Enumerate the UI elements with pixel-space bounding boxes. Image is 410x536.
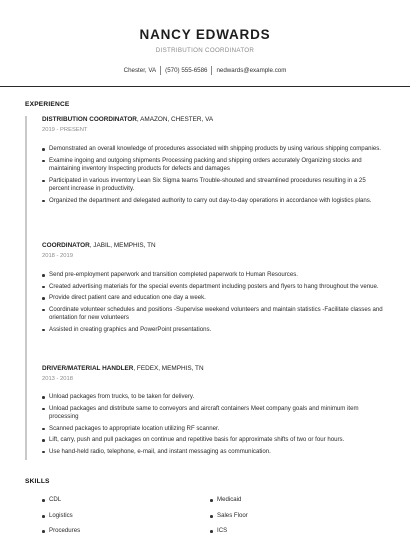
resume-header [0,0,410,75]
list-item: Assisted in creating graphics and PowerPoint presentations. [42,326,387,335]
candidate-name: NANCY EDWARDS [139,27,271,42]
skills-heading: SKILLS [25,478,50,485]
job-dates: 2013 - 2018 [42,376,73,382]
skill-item: ICS [210,527,227,536]
list-item: Organized the department and delegated authority to carry out day-to-day operations in accordance with logistics plans. [42,197,387,206]
job-role: DRIVER/MATERIAL HANDLER [42,365,134,372]
contact-separator [160,66,161,75]
list-item: Unload packages and distribute same to conveyors and aircraft containers Meet company goals and minimum item processing [42,405,387,422]
contact-phone: (570) 555-6586 [165,67,208,74]
list-item: Send pre-employment paperwork and transition completed paperwork to Human Resources. [42,271,387,280]
list-item: Coordinate volunteer schedules and positions -Supervise weekend volunteers and maintain statistics -Facilitate classes and orientation for new volunteers [42,306,387,323]
list-item: Created advertising materials for the special events department including posters and flyers to hang throughout the venue. [42,283,387,292]
job-heading [42,365,387,372]
job-dates: 2019 - PRESENT [42,127,88,133]
experience-timeline-line [25,116,27,460]
experience-heading: EXPERIENCE [25,101,70,108]
contact-separator [211,66,212,75]
list-item: Provide direct patient care and education one day a week. [42,294,387,303]
contact-email: nedwards@example.com [216,67,287,74]
list-item: Examine ingoing and outgoing shipments Processing packing and shipping orders accurately Organizing stocks and maintaining inventory Inspecting products for defects and damages [42,157,387,174]
job-company: , AMAZON, CHESTER, VA [136,116,214,123]
list-item: Participated in various inventory Lean Six Sigma teams Trouble-shouted and streamlined procedures resulting in a 25 percent increase in productivity. [42,177,387,194]
job-role: COORDINATOR [42,242,90,249]
list-item: Scanned packages to appropriate location utilizing RF scanner. [42,425,387,434]
skill-item: Sales Floor [210,512,248,521]
skill-item: Procedures [42,527,80,536]
skill-item: Logistics [42,512,73,521]
job-bullets [42,271,387,335]
job-heading [42,116,387,123]
job-company: , JABIL, MEMPHIS, TN [89,242,156,249]
contact-line [0,66,410,75]
job-role: DISTRIBUTION COORDINATOR [42,116,137,123]
job-title: DISTRIBUTION COORDINATOR [155,47,255,54]
contact-location: Chester, VA [123,67,157,74]
job-entry [42,116,387,133]
job-entry [42,242,387,259]
list-item: Demonstrated an overall knowledge of procedures associated with shipping products by using various shipping companies. [42,145,387,154]
header-divider [0,86,410,87]
job-dates: 2018 - 2019 [42,253,73,259]
list-item: Unload packages from trucks, to be taken for delivery. [42,393,387,402]
job-bullets [42,393,387,457]
skill-item: CDL [42,496,61,505]
job-bullets [42,145,387,206]
list-item: Lift, carry, push and pull packages on continue and repetitive basis for approximate shifts of two or four hours. [42,436,387,445]
list-item: Use hand-held radio, telephone, e-mail, and instant messaging as communication. [42,448,387,457]
skill-item: Medicaid [210,496,241,505]
job-company: , FEDEX, MEMPHIS, TN [133,365,204,372]
job-heading [42,242,387,249]
job-entry [42,365,387,382]
